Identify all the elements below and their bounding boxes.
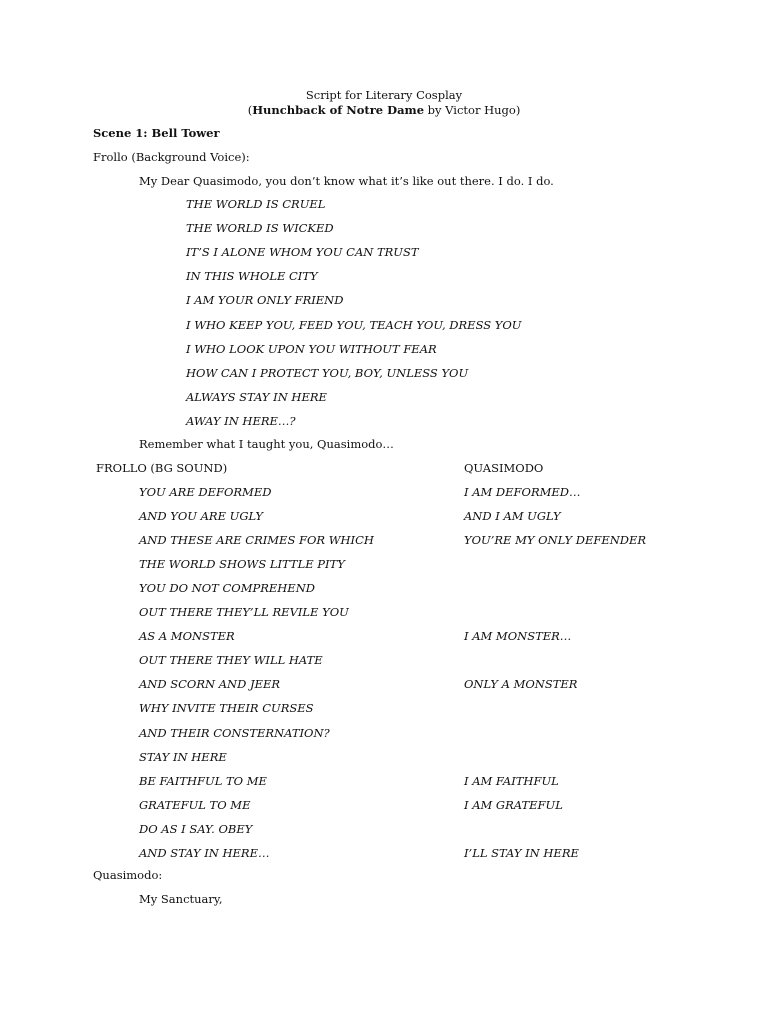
document-title: Script for Literary Cosplay (305, 88, 463, 102)
duet-quasimodo-line: I AM GRATEFUL (464, 798, 563, 812)
duet-frollo-line: AND STAY IN HERE… (139, 846, 270, 860)
lyric-line: IN THIS WHOLE CITY (186, 269, 318, 283)
duet-quasimodo-line: I AM FAITHFUL (464, 774, 559, 788)
duet-frollo-line: AS A MONSTER (139, 629, 235, 643)
duet-frollo-line: GRATEFUL TO ME (139, 798, 251, 812)
frollo-closing-line: Remember what I taught you, Quasimodo… (139, 437, 394, 451)
duet-left-header: FROLLO (BG SOUND) (96, 461, 228, 475)
duet-frollo-line: AND SCORN AND JEER (139, 677, 281, 691)
duet-frollo-line: STAY IN HERE (139, 750, 227, 764)
duet-frollo-line: OUT THERE THEY’LL REVILE YOU (139, 605, 349, 619)
duet-quasimodo-line: I AM DEFORMED… (464, 485, 581, 499)
lyric-line: ALWAYS STAY IN HERE (186, 390, 327, 404)
duet-quasimodo-line: I AM MONSTER… (464, 629, 572, 643)
lyric-line: THE WORLD IS WICKED (186, 221, 334, 235)
scene-heading: Scene 1: Bell Tower (93, 126, 220, 140)
duet-quasimodo-line: I’LL STAY IN HERE (464, 846, 579, 860)
speaker-quasimodo: Quasimodo: (93, 868, 163, 882)
lyric-line: HOW CAN I PROTECT YOU, BOY, UNLESS YOU (186, 366, 469, 380)
lyric-line: IT’S I ALONE WHOM YOU CAN TRUST (186, 245, 419, 259)
duet-frollo-line: AND THESE ARE CRIMES FOR WHICH (139, 533, 374, 547)
duet-quasimodo-line: YOU’RE MY ONLY DEFENDER (464, 533, 647, 547)
lyric-line: I AM YOUR ONLY FRIEND (186, 293, 344, 307)
duet-quasimodo-line: ONLY A MONSTER (464, 677, 578, 691)
book-title: Hunchback of Notre Dame (252, 103, 425, 117)
duet-frollo-line: DO AS I SAY. OBEY (139, 822, 253, 836)
lyric-line: I WHO KEEP YOU, FEED YOU, TEACH YOU, DRESS YOU (186, 318, 522, 332)
duet-frollo-line: YOU DO NOT COMPREHEND (139, 581, 315, 595)
duet-right-header: QUASIMODO (464, 461, 544, 475)
quasimodo-line: My Sanctuary, (139, 892, 223, 906)
lyric-line: THE WORLD IS CRUEL (186, 197, 326, 211)
speaker-frollo: Frollo (Background Voice): (93, 150, 250, 164)
duet-frollo-line: AND THEIR CONSTERNATION? (139, 726, 330, 740)
lyric-line: AWAY IN HERE…? (186, 414, 296, 428)
duet-frollo-line: AND YOU ARE UGLY (139, 509, 263, 523)
duet-frollo-line: WHY INVITE THEIR CURSES (139, 701, 314, 715)
duet-frollo-line: OUT THERE THEY WILL HATE (139, 653, 323, 667)
lyric-line: I WHO LOOK UPON YOU WITHOUT FEAR (186, 342, 437, 356)
subtitle-open-paren: ( (247, 103, 253, 117)
duet-frollo-line: THE WORLD SHOWS LITTLE PITY (139, 557, 345, 571)
duet-frollo-line: YOU ARE DEFORMED (139, 485, 272, 499)
document-subtitle (0, 103, 768, 117)
duet-frollo-line: BE FAITHFUL TO ME (139, 774, 267, 788)
frollo-opening-line: My Dear Quasimodo, you don’t know what it’s like out there. I do. I do. (139, 174, 554, 188)
duet-quasimodo-line: AND I AM UGLY (464, 509, 561, 523)
subtitle-author: by Victor Hugo) (424, 103, 521, 117)
